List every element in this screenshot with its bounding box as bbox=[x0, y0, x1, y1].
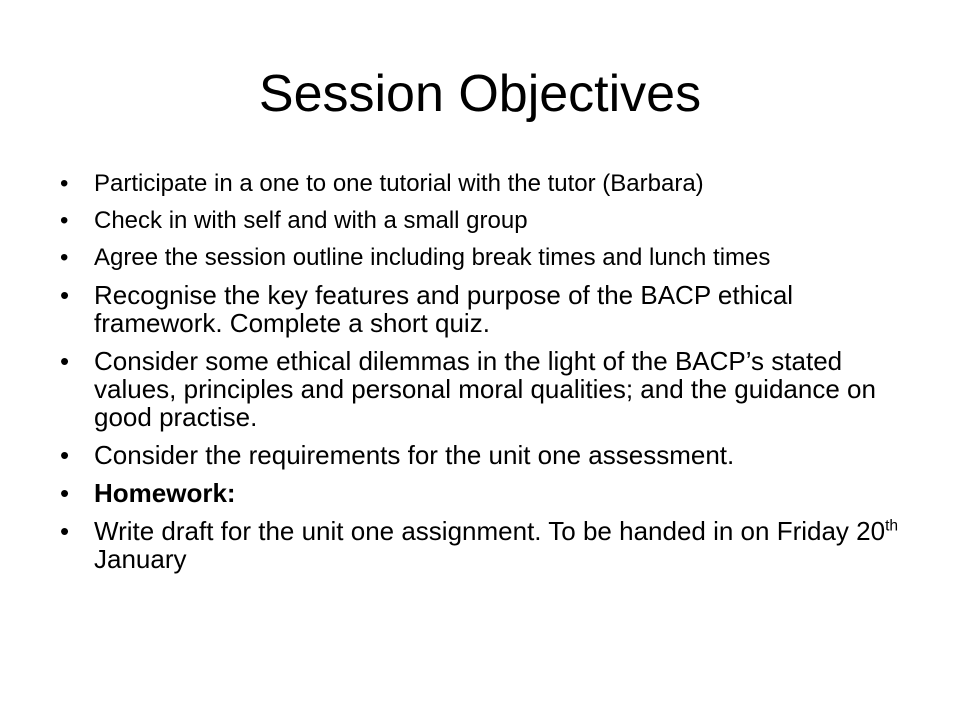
list-item-text: Participate in a one to one tutorial with the tutor (Barbara) bbox=[94, 170, 704, 197]
bullet-icon: • bbox=[60, 170, 69, 197]
objectives-list bbox=[60, 170, 920, 583]
list-item-text: Agree the session outline including break times and lunch times bbox=[94, 244, 771, 271]
list-item-text: Check in with self and with a small group bbox=[94, 207, 528, 234]
homework-label: Homework: bbox=[94, 478, 236, 508]
bullet-icon: • bbox=[60, 244, 69, 271]
list-item bbox=[60, 244, 920, 271]
list-item bbox=[60, 517, 920, 573]
bullet-icon: • bbox=[60, 207, 69, 234]
list-item-text: Consider the requirements for the unit one assessment. bbox=[94, 440, 735, 470]
bullet-icon: • bbox=[60, 516, 70, 546]
list-item bbox=[60, 207, 920, 234]
homework-text-after: January bbox=[94, 544, 187, 574]
list-item bbox=[60, 441, 920, 469]
bullet-icon: • bbox=[60, 346, 70, 376]
list-item bbox=[60, 170, 920, 197]
bullet-icon: • bbox=[60, 478, 70, 508]
bullet-icon: • bbox=[60, 440, 70, 470]
date-superscript: th bbox=[885, 517, 899, 535]
slide-title: Session Objectives bbox=[258, 65, 702, 123]
list-item-text bbox=[94, 516, 898, 574]
homework-text-before: Write draft for the unit one assignment. To be handed in on Friday 20 bbox=[94, 516, 886, 546]
list-item bbox=[60, 347, 920, 431]
list-item bbox=[60, 281, 920, 337]
list-item-text: Consider some ethical dilemmas in the light of the BACP’s stated values, principles and personal moral qualities; and the guidance on good practise. bbox=[94, 346, 876, 432]
list-item-text: Recognise the key features and purpose of the BACP ethical framework. Complete a short quiz. bbox=[94, 280, 794, 338]
bullet-icon: • bbox=[60, 280, 70, 310]
list-item bbox=[60, 479, 920, 507]
